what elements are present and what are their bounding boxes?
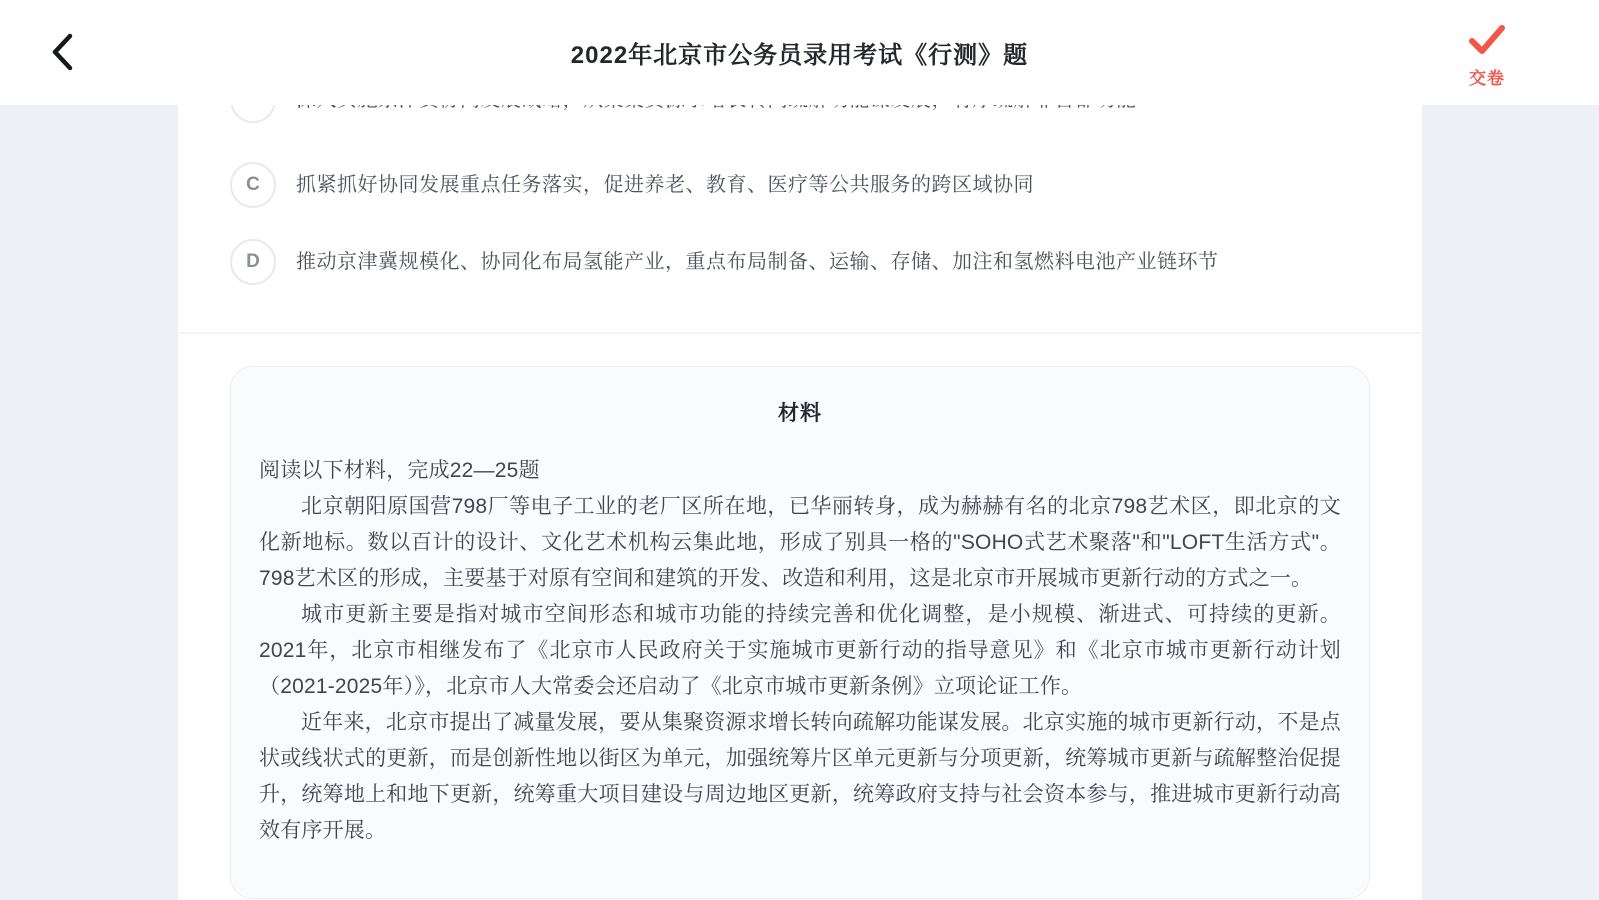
option-row-d[interactable] [178, 239, 1422, 285]
back-button[interactable] [40, 31, 84, 77]
material-title: 材料 [778, 402, 822, 425]
submit-paper-button[interactable] [1459, 24, 1515, 89]
option-letter-badge-d: D [230, 239, 276, 285]
option-text-c: 抓紧抓好协同发展重点任务落实，促进养老、教育、医疗等公共服务的跨区域协同 [296, 174, 1034, 196]
material-paragraph: 近年来，北京市提出了减量发展，要从集聚资源求增长转向疏解功能谋发展。北京实施的城市更新行动，不是点状或线状式的更新，而是创新性地以街区为单元，加强统筹片区单元更新与分项更新，统筹城市更新与疏解整治促提升，统筹地上和地下更新，统筹重大项目建设与周边地区更新，统筹政府支持与社会资本参与，推进城市更新行动高效有序开展。 [259, 711, 1341, 842]
material-paragraph: 城市更新主要是指对城市空间形态和城市功能的持续完善和优化调整，是小规模、渐进式、可持续的更新。2021年，北京市相继发布了《北京市人民政府关于实施城市更新行动的指导意见》和《北京市城市更新行动计划（2021-2025年）》，北京市人大常委会还启动了《北京市城市更新条例》立项论证工作。 [259, 603, 1341, 698]
submit-paper-label: 交卷 [1469, 69, 1505, 88]
material-intro: 阅读以下材料，完成22—25题 [259, 459, 540, 482]
exam-content-panel [178, 0, 1422, 900]
option-row-c[interactable] [178, 162, 1422, 208]
option-letter-badge-c: C [230, 162, 276, 208]
option-text-d: 推动京津冀规模化、协同化布局氢能产业，重点布局制备、运输、存储、加注和氢燃料电池产业链环节 [296, 251, 1219, 273]
material-card [230, 366, 1370, 899]
check-icon [1466, 24, 1508, 61]
section-divider [178, 332, 1422, 334]
material-body [259, 453, 1341, 849]
page-title: 2022年北京市公务员录用考试《行测》题 [570, 42, 1029, 69]
chevron-left-icon [47, 31, 77, 78]
material-paragraph: 北京朝阳原国营798厂等电子工业的老厂区所在地，已华丽转身，成为赫赫有名的北京798艺术区，即北京的文化新地标。数以百计的设计、文化艺术机构云集此地，形成了别具一格的"SOHO式艺术聚落"和"LOFT生活方式"。798艺术区的形成，主要基于对原有空间和建筑的开发、改造和利用，这是北京市开展城市更新行动的方式之一。 [259, 495, 1341, 590]
app-header [0, 0, 1599, 105]
